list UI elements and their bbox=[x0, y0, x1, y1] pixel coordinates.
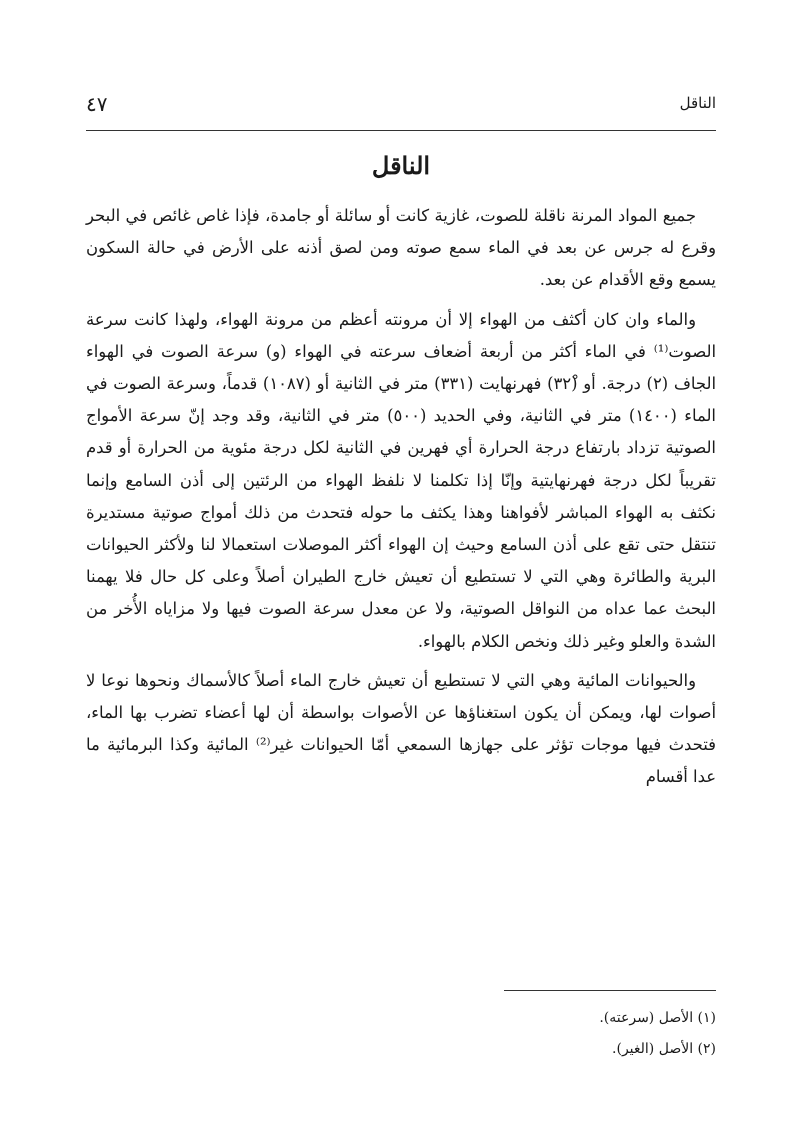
paragraph: جميع المواد المرنة ناقلة للصوت، غازية كانت أو سائلة أو جامدة، فإذا غاص غائص في البحر وقرع له جرس عن بعد في الماء سمع صوته ومن لصق أذنه على الأرض في حالة السكون يسمع وقع الأقدام عن بعد. bbox=[86, 206, 716, 290]
paragraph: والماء وان كان أكثف من الهواء إلا أن مرونته أعظم من مرونة الهواء، ولهذا كانت سرعة الصوت⁽¹⁾ في الماء أكثر من أربعة أضعاف سرعته في الهواء (و) سرعة الصوت في الهواء الجاف (٢) درجة. أو (٣٢ْ) فهرنهايت (٣٣١) متر في الثانية أو (١٠٨٧) قدماً، وسرعة الصوت في الماء (١٤٠٠) متر في الثانية، وفي الحديد (٥٠٠) متر في الثانية، وقد وجد إنّ سرعة الأمواج الصوتية تزداد بارتفاع درجة الحرارة أي فهرين في الثانية لكل درجة مئوية من الحرارة أو قدم تقريباً لكل درجة فهرنهايتية وإنّا إذا تكلمنا لا نلفظ الهواء من الرئتين إلى أذن السامع وإنما نكثف به الهواء المباشر لأفواهنا وهذا يكثف ما حوله فتحدث من ذلك أمواج صوتية مستديرة تنتقل حتى تقع على أذن السامع وحيث إن الهواء أكثر الموصلات استعمالا لنا ولأكثر الحيوانات البرية والطائرة وهي التي لا تستطيع أن تعيش خارج الطيران أصلاً وعلى كل حال فلا يهمنا البحث عما عداه من النواقل الصوتية، ولا عن معدل سرعة الصوت فيها ولا مزاياه الأُخر من الشدة والعلو وغير ذلك ونخص الكلام بالهواء. bbox=[86, 309, 717, 651]
footnote: (١) الأصل (سرعته). bbox=[599, 1010, 716, 1026]
footnote-rule bbox=[504, 990, 716, 991]
running-title: الناقل bbox=[679, 94, 716, 112]
paragraph: والحيوانات المائية وهي التي لا تستطيع أن تعيش خارج الماء أصلاً كالأسماك ونحوها نوعا لا أصوات لها، ويمكن أن يكون استغناؤها عن الأصوات بواسطة أن لها أعضاء تضرب بها الماء، فتحدث فيها موجات تؤثر على جهازها السمعي أمّا الحيوانات غير⁽²⁾ المائية وكذا البرمائية ما عدا أقسام bbox=[86, 670, 716, 787]
footnotes bbox=[86, 1003, 716, 1065]
footnote: (٢) الأصل (الغير). bbox=[612, 1041, 716, 1057]
page-number: ٤٧ bbox=[86, 92, 108, 116]
body-text bbox=[86, 200, 716, 801]
book-page bbox=[86, 0, 716, 1134]
header-rule bbox=[86, 130, 716, 131]
chapter-title: الناقل bbox=[371, 151, 431, 180]
running-header bbox=[86, 92, 716, 122]
